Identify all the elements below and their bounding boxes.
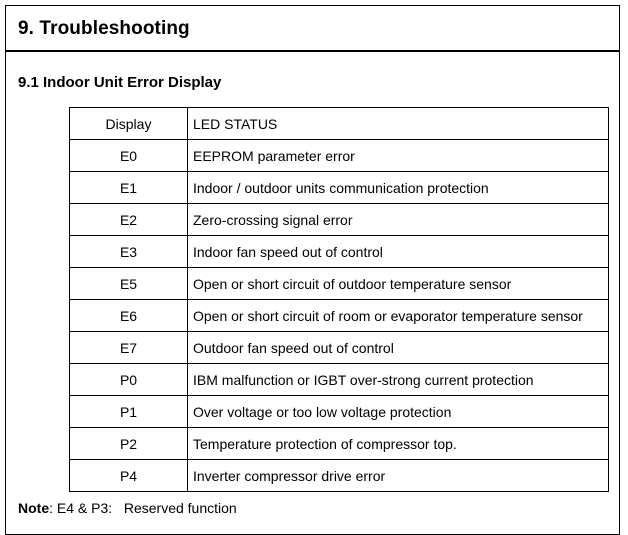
error-display-table xyxy=(69,107,609,492)
error-description: Zero-crossing signal error xyxy=(188,204,609,236)
error-code: E6 xyxy=(70,300,188,332)
table-row xyxy=(70,140,609,172)
table-row xyxy=(70,268,609,300)
column-header-led-status: LED STATUS xyxy=(188,108,609,140)
table-row xyxy=(70,428,609,460)
column-header-display: Display xyxy=(70,108,188,140)
error-description: Open or short circuit of outdoor temperature sensor xyxy=(188,268,609,300)
table-row xyxy=(70,396,609,428)
error-code: E1 xyxy=(70,172,188,204)
error-code: P2 xyxy=(70,428,188,460)
note-codes: : E4 & P3: xyxy=(49,500,113,516)
error-code: E0 xyxy=(70,140,188,172)
note-label: Note xyxy=(18,500,50,516)
table-row xyxy=(70,332,609,364)
note-text: Reserved function xyxy=(123,500,237,516)
section-title: 9. Troubleshooting xyxy=(18,18,190,39)
error-description: Indoor fan speed out of control xyxy=(188,236,609,268)
error-code: P0 xyxy=(70,364,188,396)
error-code: E2 xyxy=(70,204,188,236)
error-code: E7 xyxy=(70,332,188,364)
error-description: Temperature protection of compressor top. xyxy=(188,428,609,460)
error-code: E3 xyxy=(70,236,188,268)
error-description: Over voltage or too low voltage protection xyxy=(188,396,609,428)
error-code: P1 xyxy=(70,396,188,428)
error-code: P4 xyxy=(70,460,188,492)
table-row xyxy=(70,204,609,236)
error-description: Indoor / outdoor units communication protection xyxy=(188,172,609,204)
title-divider xyxy=(6,50,619,52)
error-description: Outdoor fan speed out of control xyxy=(188,332,609,364)
table-header-row xyxy=(70,108,609,140)
error-description: Inverter compressor drive error xyxy=(188,460,609,492)
error-code: E5 xyxy=(70,268,188,300)
subsection-title: 9.1 Indoor Unit Error Display xyxy=(18,74,222,91)
footnote xyxy=(18,500,237,516)
error-description: EEPROM parameter error xyxy=(188,140,609,172)
table-row xyxy=(70,364,609,396)
table-row xyxy=(70,172,609,204)
table-row xyxy=(70,236,609,268)
table-row xyxy=(70,460,609,492)
error-description: Open or short circuit of room or evaporator temperature sensor xyxy=(188,300,609,332)
table-row xyxy=(70,300,609,332)
error-description: IBM malfunction or IGBT over-strong current protection xyxy=(188,364,609,396)
